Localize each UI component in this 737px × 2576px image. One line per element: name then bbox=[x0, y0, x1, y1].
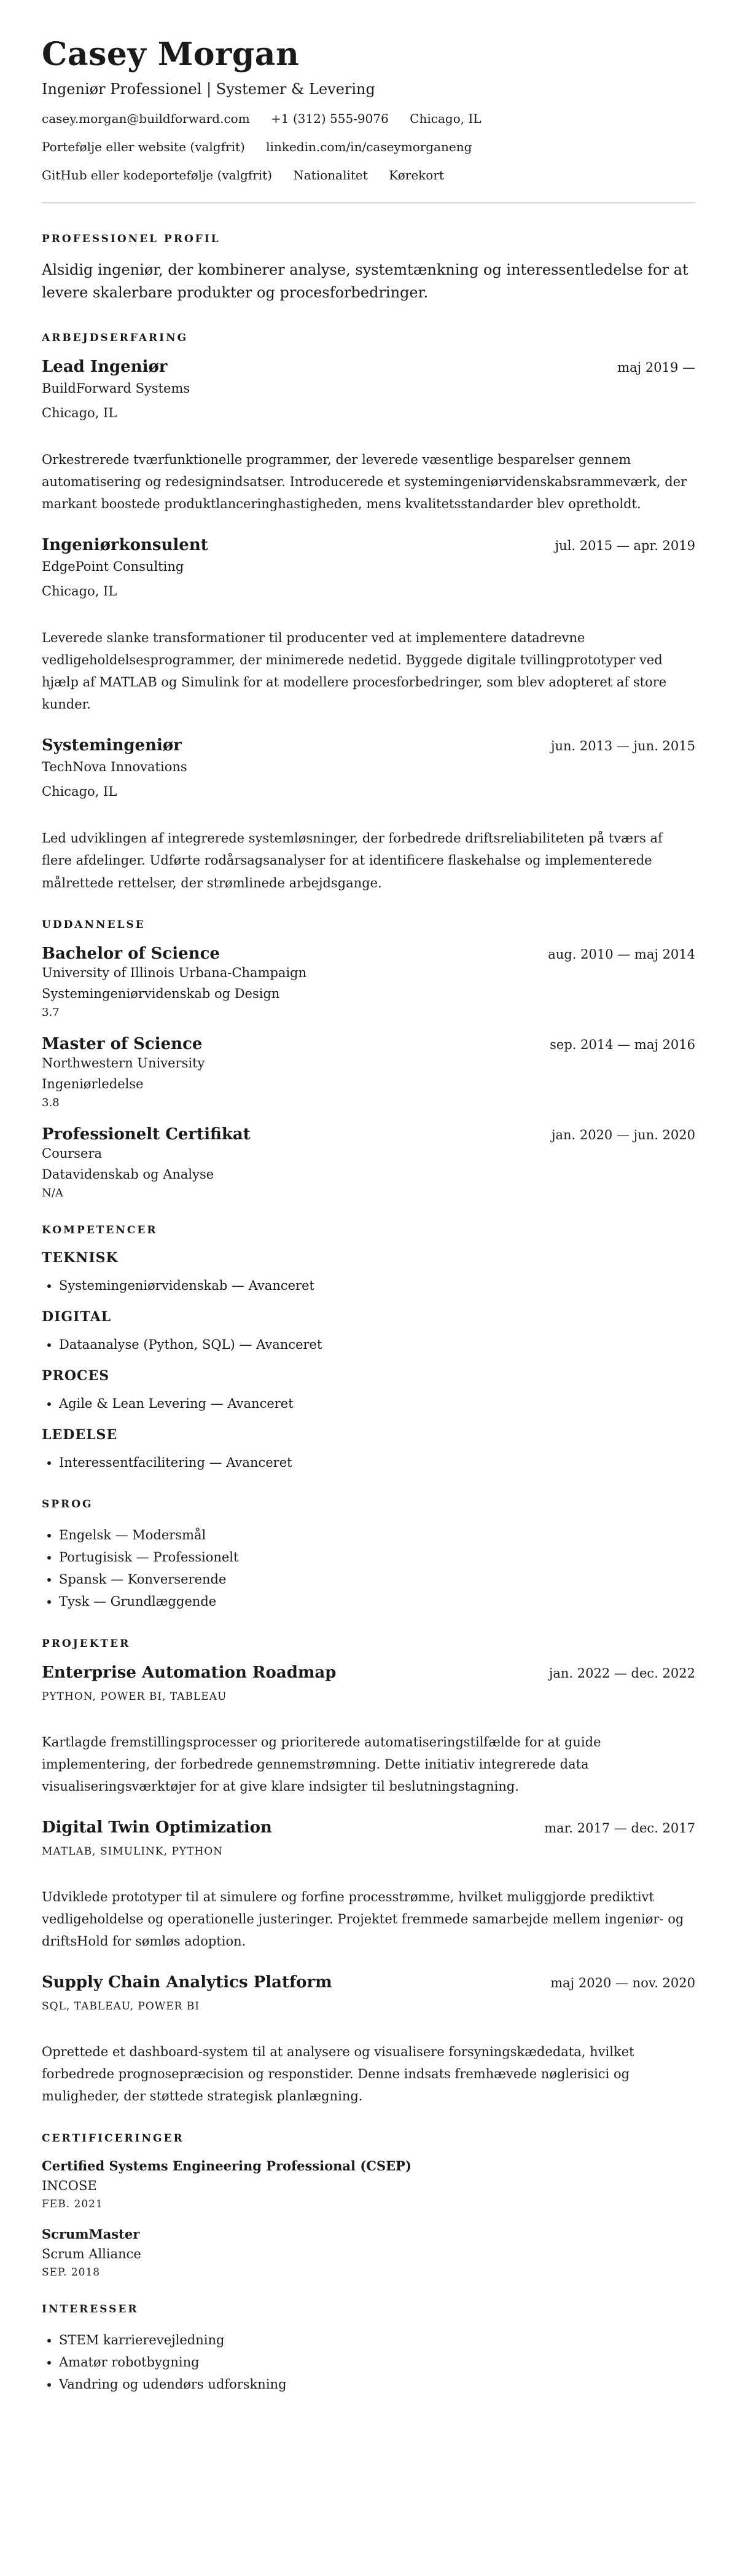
education-date: aug. 2010 — maj 2014 bbox=[548, 946, 695, 962]
phone: +1 (312) 555-9076 bbox=[271, 111, 389, 127]
candidate-name: Casey Morgan bbox=[42, 36, 300, 73]
skill-item: • Agile & Lean Levering — Avanceret bbox=[59, 1392, 695, 1415]
headline: Ingeniør Professionel | Systemer & Levering bbox=[42, 80, 375, 98]
nationality: Nationalitet bbox=[293, 168, 368, 183]
interests-section bbox=[42, 2303, 695, 2395]
linkedin-link[interactable]: linkedin.com/in/caseymorganeng bbox=[266, 139, 472, 155]
certification-issuer: INCOSE bbox=[42, 2178, 97, 2193]
skill-list bbox=[42, 1274, 695, 1297]
education-date: sep. 2014 — maj 2016 bbox=[550, 1037, 695, 1052]
project-description: Oprettede et dashboard-system til at analysere og visualisere forsyningskædedata, hvilket forbedrede prognosepræcision og responstider. Denne indsats fremhævede nøglerisici og muligheder, der støttede strategisk planlægning. bbox=[42, 2044, 634, 2104]
school: Coursera bbox=[42, 1145, 103, 1161]
drivers-license: Kørekort bbox=[389, 168, 444, 183]
job-date: maj 2019 — bbox=[617, 359, 695, 375]
field-of-study: Ingeniørledelse bbox=[42, 1076, 144, 1091]
education-section bbox=[42, 919, 695, 1200]
gpa: N/A bbox=[42, 1186, 63, 1200]
skill-category: PROCES bbox=[42, 1367, 110, 1384]
job-date: jul. 2015 — apr. 2019 bbox=[555, 538, 695, 553]
skill-list bbox=[42, 1451, 695, 1474]
project-entry bbox=[42, 1663, 695, 1797]
language-item: • Portugisisk — Professionelt bbox=[59, 1546, 695, 1568]
degree: Professionelt Certifikat bbox=[42, 1125, 251, 1144]
interest-list bbox=[42, 2329, 695, 2395]
skill-category: LEDELSE bbox=[42, 1426, 118, 1443]
gpa: 3.7 bbox=[42, 1005, 60, 1019]
interest-item: • Vandring og udendørs udforskning bbox=[59, 2373, 695, 2395]
project-entry bbox=[42, 1973, 695, 2107]
section-title: KOMPETENCER bbox=[42, 1223, 158, 1236]
education-entry bbox=[42, 944, 695, 1019]
certifications-section bbox=[42, 2132, 695, 2279]
certification-name: ScrumMaster bbox=[42, 2226, 140, 2242]
section-title: PROJEKTER bbox=[42, 1637, 131, 1650]
field-of-study: Systemingeniørvidenskab og Design bbox=[42, 986, 280, 1001]
project-tech: MATLAB, SIMULINK, PYTHON bbox=[42, 1845, 224, 1858]
degree: Bachelor of Science bbox=[42, 944, 220, 963]
experience-section bbox=[42, 332, 695, 894]
school: University of Illinois Urbana-Champaign bbox=[42, 965, 307, 980]
experience-entry bbox=[42, 536, 695, 715]
project-name: Digital Twin Optimization bbox=[42, 1818, 272, 1837]
skill-category: DIGITAL bbox=[42, 1308, 112, 1325]
certification-date: SEP. 2018 bbox=[42, 2266, 101, 2279]
section-title: INTERESSER bbox=[42, 2303, 139, 2315]
job-description: Orkestrerede tværfunktionelle programmer, der leverede væsentlige besparelser gennem automatisering og redesignindsatser. Introducerede et systemingeniørvidenskabsrammeværk, der markant boostede produktlanceringhastigheden, mens kvalitetsstandarder blev opretholdt. bbox=[42, 452, 687, 511]
github-link[interactable]: GitHub eller kodeportefølje (valgfrit) bbox=[42, 168, 273, 183]
skill-list bbox=[42, 1392, 695, 1415]
skill-item: • Interessentfacilitering — Avanceret bbox=[59, 1451, 695, 1474]
company: TechNova Innovations bbox=[42, 760, 187, 775]
experience-entry bbox=[42, 736, 695, 893]
skill-item: • Dataanalyse (Python, SQL) — Avanceret bbox=[59, 1333, 695, 1356]
degree: Master of Science bbox=[42, 1034, 203, 1053]
section-title: PROFESSIONEL PROFIL bbox=[42, 233, 220, 246]
profile-text: Alsidig ingeniør, der kombinerer analyse, systemtænkning og interessentledelse for at levere skalerbare produkter og procesforbedringer. bbox=[42, 261, 688, 302]
certification-date: FEB. 2021 bbox=[42, 2197, 103, 2210]
contact-line-3 bbox=[42, 168, 695, 183]
education-entry bbox=[42, 1125, 695, 1200]
job-date: jun. 2013 — jun. 2015 bbox=[550, 739, 695, 754]
skill-list bbox=[42, 1333, 695, 1356]
email-link[interactable]: casey.morgan@buildforward.com bbox=[42, 111, 250, 127]
education-date: jan. 2020 — jun. 2020 bbox=[551, 1127, 695, 1142]
interest-item: • STEM karrierevejledning bbox=[59, 2329, 695, 2351]
project-tech: SQL, TABLEAU, POWER BI bbox=[42, 2000, 200, 2013]
job-location: Chicago, IL bbox=[42, 784, 117, 799]
certification-entry bbox=[42, 2158, 695, 2210]
certification-entry bbox=[42, 2226, 695, 2279]
job-title: Systemingeniør bbox=[42, 736, 182, 755]
projects-section bbox=[42, 1638, 695, 2108]
project-name: Supply Chain Analytics Platform bbox=[42, 1973, 332, 1992]
project-date: mar. 2017 — dec. 2017 bbox=[544, 1820, 695, 1836]
project-entry bbox=[42, 1818, 695, 1952]
certification-name: Certified Systems Engineering Professional (CSEP) bbox=[42, 2158, 411, 2174]
header-divider bbox=[42, 202, 695, 203]
job-location: Chicago, IL bbox=[42, 405, 117, 420]
project-name: Enterprise Automation Roadmap bbox=[42, 1663, 337, 1682]
job-title: Lead Ingeniør bbox=[42, 357, 168, 376]
project-description: Udviklede prototyper til at simulere og forfine processtrømme, hvilket muliggjorde prediktivt vedligeholdelse og operationelle justeringer. Projektet fremmede samarbejde mellem ingeniør- og driftsHold for sømløs adoption. bbox=[42, 1889, 684, 1949]
experience-entry bbox=[42, 358, 695, 515]
skill-category: TEKNISK bbox=[42, 1249, 119, 1266]
section-title: UDDANNELSE bbox=[42, 918, 146, 931]
certification-issuer: Scrum Alliance bbox=[42, 2246, 141, 2261]
contact-line-1 bbox=[42, 111, 695, 126]
job-location: Chicago, IL bbox=[42, 583, 117, 599]
skills-section bbox=[42, 1224, 695, 1474]
gpa: 3.8 bbox=[42, 1096, 60, 1109]
field-of-study: Datavidenskab og Analyse bbox=[42, 1166, 214, 1182]
language-item: • Spansk — Konverserende bbox=[59, 1568, 695, 1590]
section-title: ARBEJDSERFARING bbox=[42, 331, 189, 344]
interest-item: • Amatør robotbygning bbox=[59, 2351, 695, 2373]
company: EdgePoint Consulting bbox=[42, 559, 184, 574]
language-item: • Tysk — Grundlæggende bbox=[59, 1590, 695, 1612]
project-date: jan. 2022 — dec. 2022 bbox=[548, 1665, 695, 1681]
contact-line-2 bbox=[42, 139, 695, 154]
project-description: Kartlagde fremstillingsprocesser og prioriterede automatiseringstilfælde for at guide implementering, der forbedrede gennemstrømning. Dette initiativ integrerede data visualiseringsværktøjer for at give klare indsigter til beslutningstagning. bbox=[42, 1734, 601, 1794]
project-tech: PYTHON, POWER BI, TABLEAU bbox=[42, 1690, 227, 1703]
section-title: SPROG bbox=[42, 1498, 93, 1511]
skill-item: • Systemingeniørvidenskab — Avanceret bbox=[59, 1274, 695, 1297]
company: BuildForward Systems bbox=[42, 380, 190, 396]
job-description: Leverede slanke transformationer til producenter ved at implementere datadrevne vedligeholdelsesprogrammer, der minimerede nedetid. Byggede digitale tvillingprototyper ved hjælp af MATLAB og Simulink for at modellere procesforbedringer, som blev adopteret af store kunder. bbox=[42, 630, 667, 712]
location: Chicago, IL bbox=[410, 111, 482, 127]
section-title: CERTIFICERINGER bbox=[42, 2132, 184, 2145]
language-list bbox=[42, 1524, 695, 1612]
portfolio-link[interactable]: Portefølje eller website (valgfrit) bbox=[42, 139, 245, 155]
school: Northwestern University bbox=[42, 1055, 205, 1070]
languages-section bbox=[42, 1498, 695, 1612]
project-date: maj 2020 — nov. 2020 bbox=[550, 1976, 695, 1991]
job-title: Ingeniørkonsulent bbox=[42, 535, 208, 554]
job-description: Led udviklingen af integrerede systemløsninger, der forbedrede driftsreliabiliteten på tværs af flere afdelinger. Udførte rodårsagsanalyser for at identificere flaskehalse og implementerede målrettede rettelser, der strømlinede arbejdsgange. bbox=[42, 831, 663, 890]
education-entry bbox=[42, 1035, 695, 1109]
language-item: • Engelsk — Modersmål bbox=[59, 1524, 695, 1546]
profile-section bbox=[42, 233, 695, 304]
